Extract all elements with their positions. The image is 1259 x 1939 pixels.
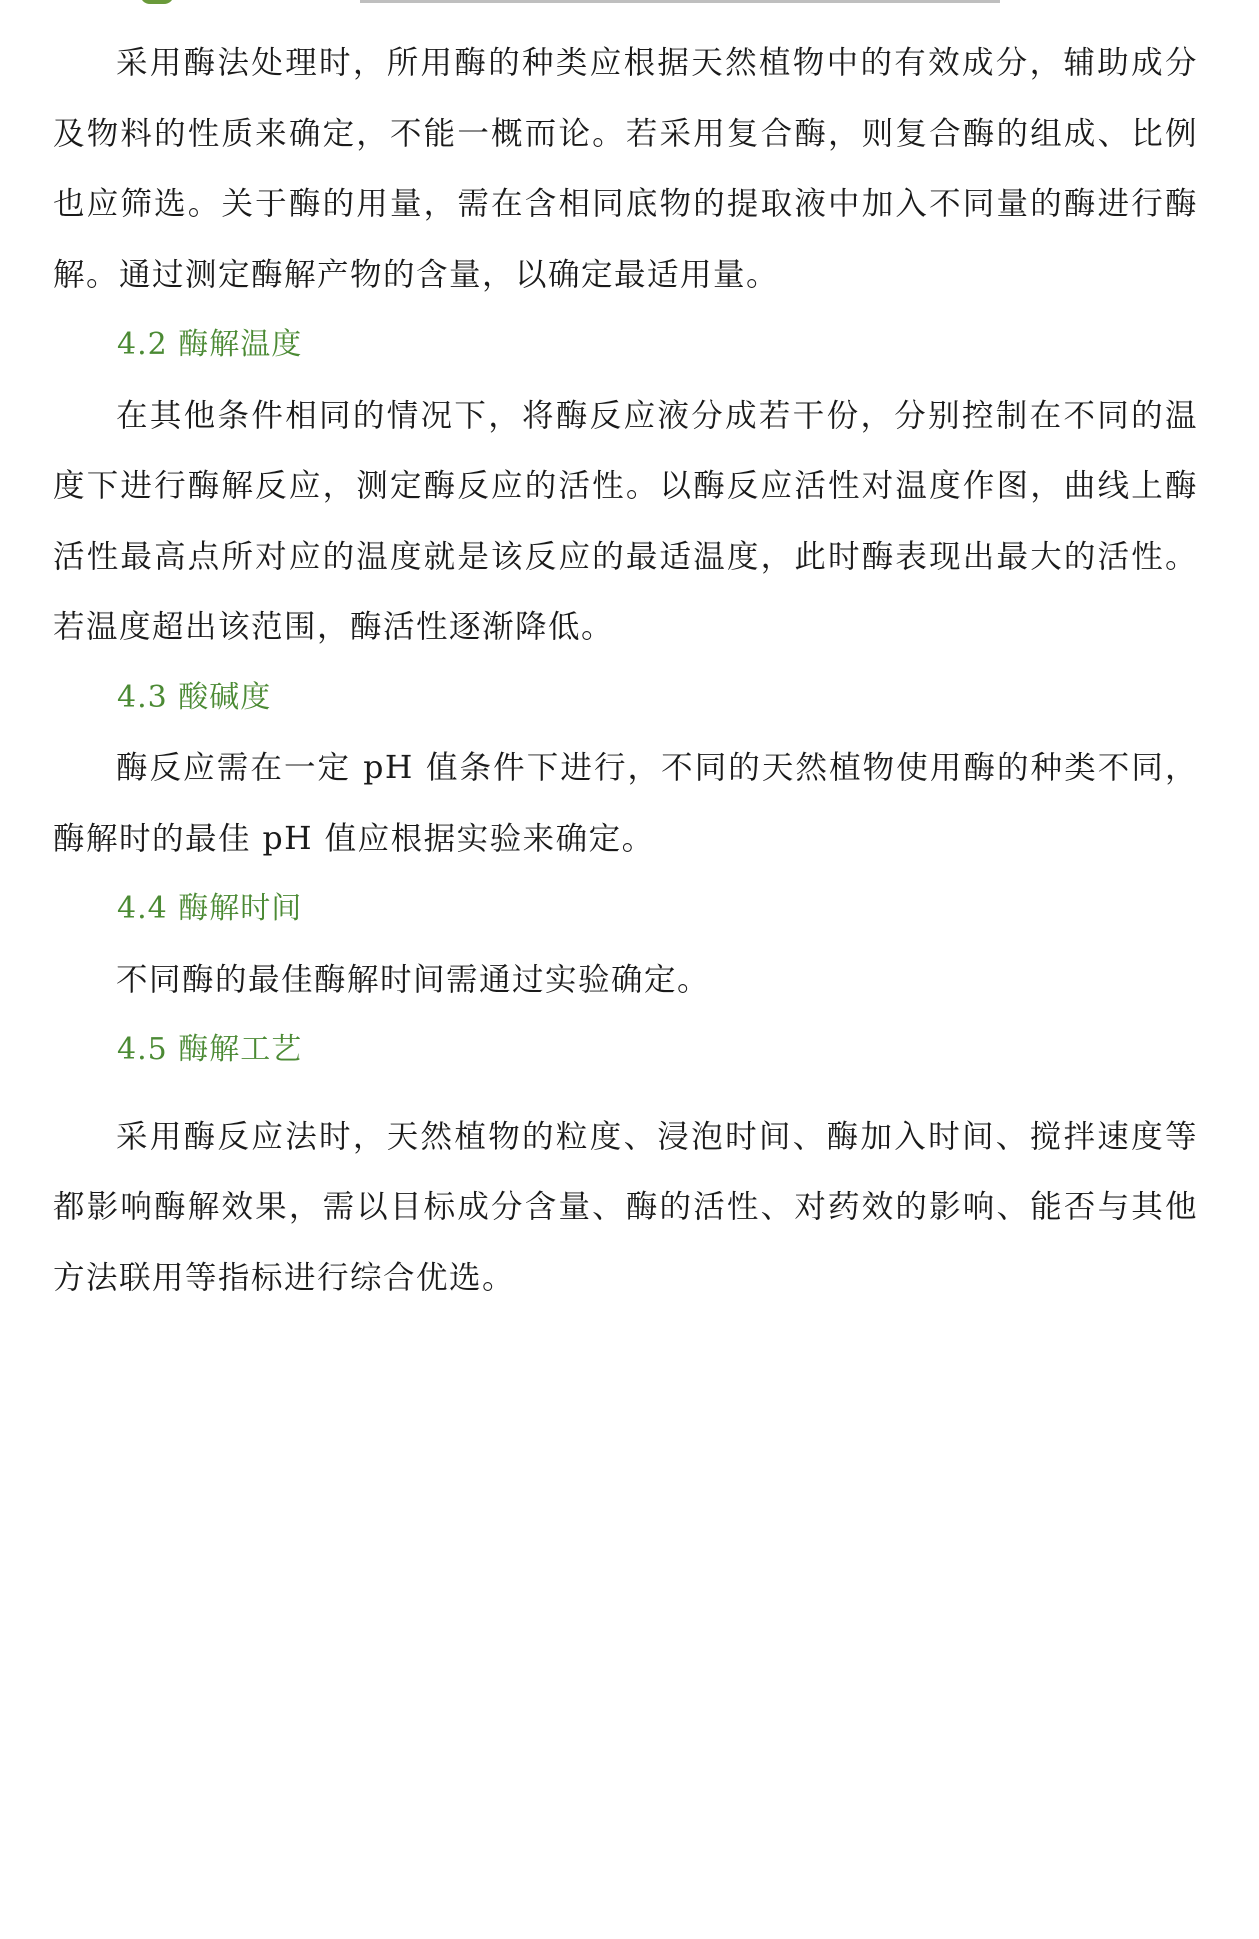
header-logo-fragment [140,0,174,4]
section-heading-4-4: 4.4 酶解时间 [117,891,303,926]
section-heading-4-5: 4.5 酶解工艺 [117,1032,303,1067]
section-gap [53,1086,1198,1102]
section-paragraph-4-3: 酶反应需在一定 pH 值条件下进行，不同的天然植物使用酶的种类不同，酶解时的最佳 pH 值应根据实验来确定。 [53,750,1198,857]
section-paragraph-4-4: 不同酶的最佳酶解时间需通过实验确定。 [116,961,711,998]
section-heading-4-2: 4.2 酶解温度 [117,327,303,362]
section-paragraph-4-5: 采用酶反应法时，天然植物的粒度、浸泡时间、酶加入时间、搅拌速度等都影响酶解效果，需以目标成分含量、酶的活性、对药效的影响、能否与其他方法联用等指标进行综合优选。 [53,1118,1198,1296]
page-header-strip [0,0,1259,8]
intro-paragraph: 采用酶法处理时，所用酶的种类应根据天然植物中的有效成分，辅助成分及物料的性质来确定，不能一概而论。若采用复合酶，则复合酶的组成、比例也应筛选。关于酶的用量，需在含相同底物的提取液中加入不同量的酶进行酶解。通过测定酶解产物的含量，以确定最适用量。 [53,45,1198,293]
header-rule [360,0,1000,3]
section-paragraph-4-2: 在其他条件相同的情况下，将酶反应液分成若干份，分别控制在不同的温度下进行酶解反应，测定酶反应的活性。以酶反应活性对温度作图，曲线上酶活性最高点所对应的温度就是该反应的最适温度，此时酶表现出最大的活性。若温度超出该范围，酶活性逐渐降低。 [53,397,1198,645]
document-body [53,28,1198,1313]
section-heading-4-3: 4.3 酸碱度 [117,679,272,715]
